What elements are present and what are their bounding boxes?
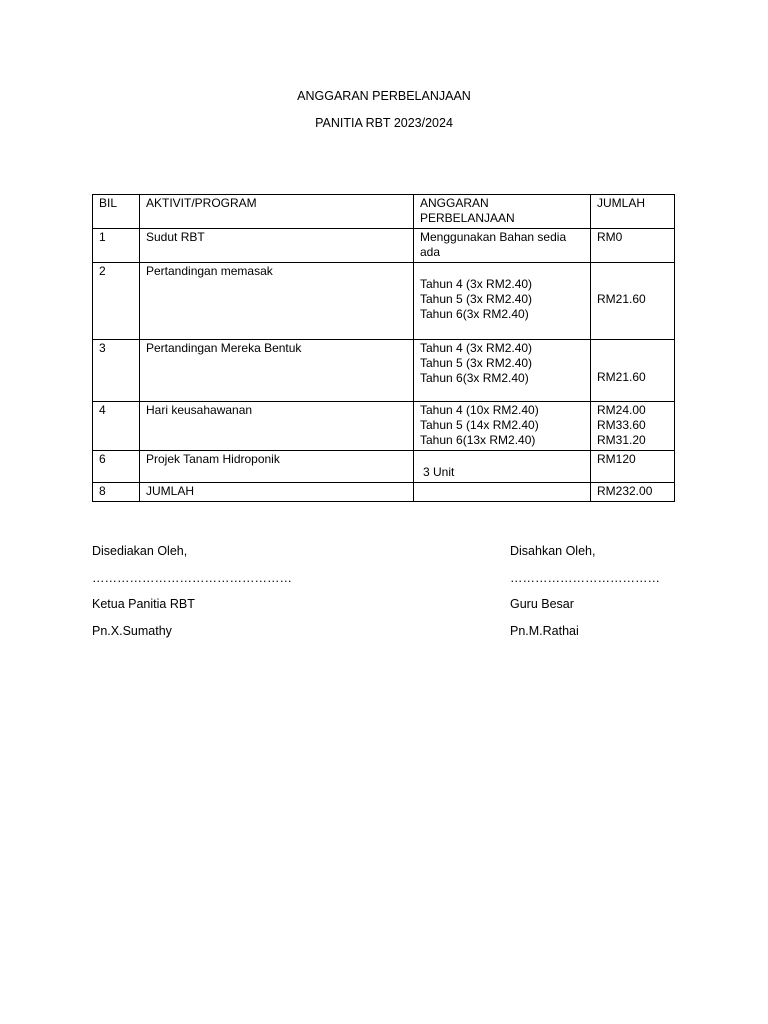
header-anggaran-line: ANGGARAN [420, 196, 489, 210]
cell-jumlah-line: RM31.20 [597, 433, 646, 447]
cell-bil: 1 [93, 229, 140, 263]
cell-anggaran-line: Tahun 4 (3x RM2.40) [420, 277, 533, 291]
cell-anggaran [414, 483, 591, 502]
cell-jumlah [591, 263, 675, 340]
cell-anggaran-line: 3 Unit [423, 465, 455, 479]
table-total-row [93, 483, 675, 502]
prepared-by-label: Disediakan Oleh, [92, 544, 188, 558]
cell-jumlah-line: RM0 [597, 230, 623, 244]
cell-aktiviti: Pertandingan memasak [140, 263, 414, 340]
header-aktiviti: AKTIVIT/PROGRAM [140, 195, 414, 229]
prepared-by-name: Pn.X.Sumathy [92, 624, 172, 638]
cell-jumlah-line: RM120 [597, 452, 636, 466]
cell-aktiviti: Hari keusahawanan [140, 402, 414, 451]
cell-jumlah [591, 451, 675, 483]
cell-anggaran-line: Tahun 6(13x RM2.40) [420, 433, 536, 447]
cell-bil: 8 [93, 483, 140, 502]
table-row [93, 229, 675, 263]
cell-jumlah [591, 402, 675, 451]
header-bil: BIL [93, 195, 140, 229]
approved-by-name: Pn.M.Rathai [510, 624, 579, 638]
approved-by-signature-line: ……………………………… [510, 571, 660, 585]
cell-anggaran-line: Tahun 5 (14x RM2.40) [420, 418, 539, 432]
cell-anggaran-line: Menggunakan Bahan sedia [420, 230, 567, 244]
cell-jumlah [591, 483, 675, 502]
cell-aktiviti: Sudut RBT [140, 229, 414, 263]
cell-jumlah-line: RM21.60 [597, 292, 646, 306]
cell-anggaran-line: Tahun 4 (10x RM2.40) [420, 403, 539, 417]
header-jumlah: JUMLAH [591, 195, 675, 229]
document-title: ANGGARAN PERBELANJAAN [297, 89, 471, 103]
document-subtitle: PANITIA RBT 2023/2024 [315, 116, 453, 130]
cell-anggaran-line: Tahun 5 (3x RM2.40) [420, 292, 533, 306]
prepared-by-role: Ketua Panitia RBT [92, 597, 195, 611]
cell-anggaran-line: Tahun 6(3x RM2.40) [420, 307, 529, 321]
cell-anggaran-line: Tahun 4 (3x RM2.40) [420, 341, 533, 355]
cell-anggaran-line: ada [420, 245, 441, 259]
cell-bil: 3 [93, 340, 140, 402]
cell-jumlah-line: RM24.00 [597, 403, 646, 417]
cell-anggaran [414, 229, 591, 263]
header-anggaran [414, 195, 591, 229]
budget-table [92, 194, 675, 502]
cell-aktiviti: Pertandingan Mereka Bentuk [140, 340, 414, 402]
table-row [93, 451, 675, 483]
cell-jumlah [591, 340, 675, 402]
cell-aktiviti: Projek Tanam Hidroponik [140, 451, 414, 483]
cell-anggaran [414, 263, 591, 340]
table-header-row [93, 195, 675, 229]
cell-jumlah [591, 229, 675, 263]
cell-anggaran [414, 451, 591, 483]
cell-anggaran-line: Tahun 5 (3x RM2.40) [420, 356, 533, 370]
cell-anggaran [414, 402, 591, 451]
cell-jumlah-line: RM232.00 [597, 484, 653, 498]
cell-anggaran-line: Tahun 6(3x RM2.40) [420, 371, 529, 385]
cell-aktiviti: JUMLAH [140, 483, 414, 502]
table-row [93, 402, 675, 451]
approved-by-role: Guru Besar [510, 597, 574, 611]
cell-anggaran [414, 340, 591, 402]
table-row [93, 263, 675, 340]
cell-bil: 6 [93, 451, 140, 483]
cell-jumlah-line: RM33.60 [597, 418, 646, 432]
header-anggaran-line: PERBELANJAAN [420, 211, 515, 225]
cell-bil: 4 [93, 402, 140, 451]
prepared-by-signature-line: ………………………………………… [92, 571, 292, 585]
cell-jumlah-line: RM21.60 [597, 370, 646, 384]
cell-bil: 2 [93, 263, 140, 340]
approved-by-label: Disahkan Oleh, [510, 544, 596, 558]
table-row [93, 340, 675, 402]
